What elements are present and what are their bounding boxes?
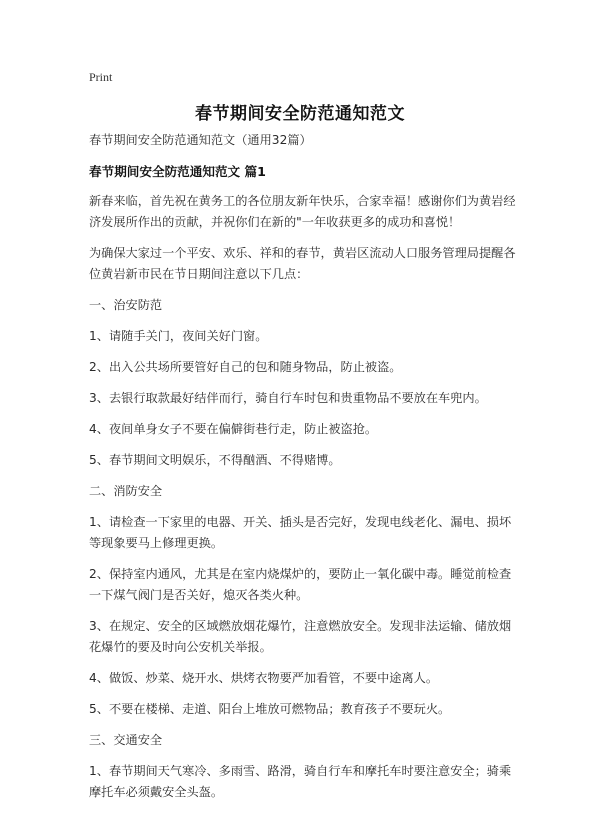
list-item: 1、请随手关门，夜间关好门窗。 xyxy=(89,329,268,343)
list-item: 5、不要在楼梯、走道、阳台上堆放可燃物品；教育孩子不要玩火。 xyxy=(89,702,451,716)
paragraph: 为确保大家过一个平安、欢乐、祥和的春节，黄岩区流动人口服务管理局提醒各位黄岩新市民在节日期间注意以下几点： xyxy=(89,246,516,281)
list-item: 5、春节期间文明娱乐，不得酗酒、不得赌博。 xyxy=(89,453,341,467)
list-item: 2、出入公共场所要管好自己的包和随身物品，防止被盗。 xyxy=(89,360,402,374)
list-item: 2、保持室内通风，尤其是在室内烧煤炉的，要防止一氧化碳中毒。睡觉前检查一下煤气阀门是否关好，熄灭各类火种。 xyxy=(89,567,512,602)
paragraph: 新春来临，首先祝在黄务工的各位朋友新年快乐，合家幸福！感谢你们为黄岩经济发展所作出的贡献，并祝你们在新的"一年收获更多的成功和喜悦！ xyxy=(89,194,516,229)
document-body xyxy=(89,130,521,813)
list-item: 3、在规定、安全的区域燃放烟花爆竹，注意燃放安全。发现非法运输、储放烟花爆竹的要及时向公安机关举报。 xyxy=(89,619,512,654)
list-item: 1、春节期间天气寒冷、多雨雪、路滑，骑自行车和摩托车时要注意安全；骑乘摩托车必须戴安全头盔。 xyxy=(89,764,512,799)
subsection-heading: 二、消防安全 xyxy=(89,484,163,498)
list-item: 4、夜间单身女子不要在偏僻街巷行走，防止被盗抢。 xyxy=(89,422,378,436)
list-item: 1、请检查一下家里的电器、开关、插头是否完好，发现电线老化、漏电、损坏等现象要马上修理更换。 xyxy=(89,515,512,550)
list-item: 4、做饭、炒菜、烧开水、烘烤衣物要严加看管，不要中途离人。 xyxy=(89,671,439,685)
print-link[interactable]: Print xyxy=(89,70,113,84)
list-item: 3、去银行取款最好结伴而行，骑自行车时包和贵重物品不要放在车兜内。 xyxy=(89,391,487,405)
subsection-heading: 一、治安防范 xyxy=(89,298,163,312)
document-subtitle: 春节期间安全防范通知范文（通用32篇） xyxy=(89,133,312,147)
subsection-heading: 三、交通安全 xyxy=(89,733,163,747)
section-heading: 春节期间安全防范通知范文 篇1 xyxy=(89,164,266,179)
page-title: 春节期间安全防范通知范文 xyxy=(195,104,405,124)
